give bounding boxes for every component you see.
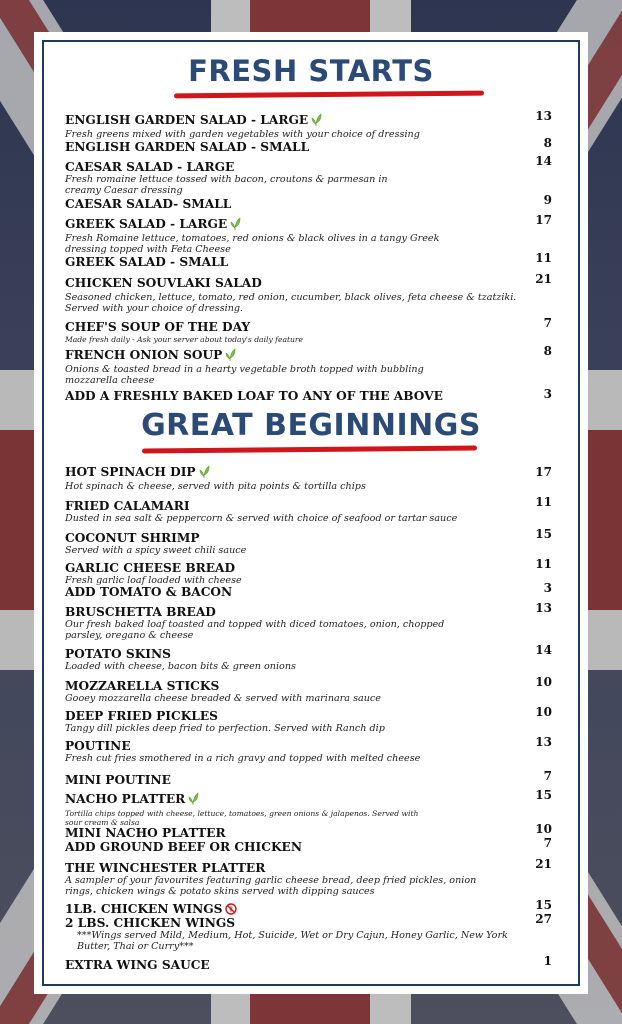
menu-item bbox=[65, 385, 550, 404]
item-description: Fresh romaine lettuce tossed with bacon, croutons & parmesan in creamy Caesar dressing bbox=[65, 174, 388, 196]
item-name: GREEK SALAD - LARGE bbox=[65, 217, 228, 231]
item-price: 15 bbox=[535, 788, 552, 802]
item-description: Onions & toasted bread in a hearty vegetable broth topped with bubbling mozzarella cheese bbox=[65, 364, 424, 386]
item-description: Fresh garlic loaf loaded with cheese bbox=[65, 575, 242, 586]
leaf-icon bbox=[225, 346, 236, 365]
item-price: 14 bbox=[535, 154, 552, 168]
item-name: GARLIC CHEESE BREAD bbox=[65, 561, 236, 575]
item-price: 7 bbox=[543, 769, 552, 783]
item-description: Loaded with cheese, bacon bits & green onions bbox=[65, 661, 296, 672]
item-price: 3 bbox=[543, 581, 552, 595]
item-price: 17 bbox=[535, 213, 552, 227]
item-price: 7 bbox=[543, 316, 552, 330]
menu-item bbox=[65, 857, 550, 898]
menu-item bbox=[65, 735, 550, 765]
menu-item bbox=[65, 601, 550, 642]
menu-item bbox=[65, 527, 550, 557]
item-name: ADD TOMATO & BACON bbox=[65, 585, 233, 599]
item-price: 13 bbox=[535, 735, 552, 749]
item-price: 1 bbox=[543, 954, 552, 968]
menu-item bbox=[65, 495, 550, 525]
item-description: Served with a spicy sweet chili sauce bbox=[65, 545, 247, 556]
item-name: POUTINE bbox=[65, 739, 131, 753]
menu-item bbox=[65, 193, 550, 212]
menu-item bbox=[65, 251, 550, 270]
item-description: Tangy dill pickles deep fried to perfection. Served with Ranch dip bbox=[65, 723, 385, 734]
item-name: ADD GROUND BEEF OR CHICKEN bbox=[65, 840, 302, 854]
item-description: Our fresh baked loaf toasted and topped with diced tomatoes, onion, chopped parsley, oregano & cheese bbox=[65, 619, 445, 641]
item-description: Fresh cut fries smothered in a rich gravy and topped with melted cheese bbox=[65, 753, 421, 764]
item-description: Dusted in sea salt & peppercorn & served with choice of seafood or tartar sauce bbox=[65, 513, 458, 524]
menu-item bbox=[65, 705, 550, 735]
section-title-great-beginnings: GREAT BEGINNINGS bbox=[141, 408, 481, 443]
menu-item bbox=[65, 581, 550, 600]
section-title-fresh-starts: FRESH STARTS bbox=[188, 54, 434, 88]
item-name: FRIED CALAMARI bbox=[65, 499, 190, 513]
menu-item bbox=[65, 344, 550, 387]
item-description: Hot spinach & cheese, served with pita points & tortilla chips bbox=[65, 481, 366, 492]
item-description: ***Wings served Mild, Medium, Hot, Suicide, Wet or Dry Cajun, Honey Garlic, New York Butter, Thai or Curry*** bbox=[77, 930, 508, 952]
menu-item bbox=[65, 136, 550, 155]
menu-item bbox=[65, 643, 550, 673]
item-price: 21 bbox=[535, 857, 552, 871]
item-price: 13 bbox=[535, 601, 552, 615]
item-description: Made fresh daily - Ask your server about today's daily feature bbox=[65, 335, 304, 344]
menu-item bbox=[65, 675, 550, 705]
leaf-icon bbox=[230, 215, 241, 234]
item-name: FRENCH ONION SOUP bbox=[65, 348, 223, 362]
item-name: NACHO PLATTER bbox=[65, 792, 186, 806]
item-description: Tortilla chips topped with cheese, lettuce, tomatoes, green onions & jalapenos. Served with sour cream & salsa bbox=[65, 809, 419, 827]
item-description: Fresh greens mixed with garden vegetables with your choice of dressing bbox=[65, 129, 420, 140]
item-price: 10 bbox=[535, 705, 552, 719]
item-name: 2 LBS. CHICKEN WINGS bbox=[65, 916, 236, 930]
item-price: 17 bbox=[535, 465, 552, 479]
item-name: CHEF'S SOUP OF THE DAY bbox=[65, 320, 251, 334]
item-description: Gooey mozzarella cheese breaded & served with marinara sauce bbox=[65, 693, 381, 704]
item-price: 27 bbox=[535, 912, 552, 926]
item-price: 8 bbox=[543, 136, 552, 150]
item-name: POTATO SKINS bbox=[65, 647, 171, 661]
item-name: CAESAR SALAD- SMALL bbox=[65, 197, 232, 211]
item-name: MINI NACHO PLATTER bbox=[65, 826, 226, 840]
item-price: 14 bbox=[535, 643, 552, 657]
item-price: 11 bbox=[535, 495, 552, 509]
item-name: DEEP FRIED PICKLES bbox=[65, 709, 218, 723]
item-price: 11 bbox=[535, 557, 552, 571]
item-name: 1LB. CHICKEN WINGS bbox=[65, 902, 223, 916]
item-name: BRUSCHETTA BREAD bbox=[65, 605, 216, 619]
item-name: GREEK SALAD - SMALL bbox=[65, 255, 229, 269]
menu-item bbox=[65, 156, 505, 197]
item-name: MINI POUTINE bbox=[65, 773, 171, 787]
item-name: CAESAR SALAD - LARGE bbox=[65, 160, 235, 174]
item-price: 8 bbox=[543, 344, 552, 358]
item-price: 7 bbox=[543, 836, 552, 850]
item-name: EXTRA WING SAUCE bbox=[65, 958, 210, 972]
menu-item bbox=[65, 769, 550, 788]
item-price: 13 bbox=[535, 109, 552, 123]
menu-card bbox=[34, 32, 588, 994]
item-price: 15 bbox=[535, 527, 552, 541]
leaf-icon bbox=[311, 111, 322, 130]
menu-item bbox=[65, 461, 550, 493]
item-name: ENGLISH GARDEN SALAD - SMALL bbox=[65, 140, 310, 154]
menu-item bbox=[65, 954, 550, 973]
item-price: 15 bbox=[535, 898, 552, 912]
item-price: 11 bbox=[535, 251, 552, 265]
item-price: 10 bbox=[535, 675, 552, 689]
menu-item bbox=[65, 912, 550, 953]
menu-item bbox=[65, 316, 550, 344]
item-name: THE WINCHESTER PLATTER bbox=[65, 861, 266, 875]
item-name: COCONUT SHRIMP bbox=[65, 531, 200, 545]
menu-item bbox=[65, 836, 550, 855]
item-name: ENGLISH GARDEN SALAD - LARGE bbox=[65, 113, 309, 127]
item-description: A sampler of your favourites featuring garlic cheese bread, deep fried pickles, onion rings, chicken wings & potato skins served with dipping sauces bbox=[65, 875, 477, 897]
item-price: 10 bbox=[535, 822, 552, 836]
item-price: 21 bbox=[535, 272, 552, 286]
item-description: Fresh Romaine lettuce, tomatoes, red onions & black olives in a tangy Greek dressing topped with Feta Cheese bbox=[65, 233, 440, 255]
menu-item bbox=[65, 213, 550, 256]
item-name: ADD A FRESHLY BAKED LOAF TO ANY OF THE ABOVE bbox=[65, 389, 443, 403]
menu-item bbox=[65, 272, 550, 315]
leaf-icon bbox=[199, 463, 210, 482]
item-price: 3 bbox=[543, 387, 552, 401]
item-name: HOT SPINACH DIP bbox=[65, 465, 196, 479]
item-name: CHICKEN SOUVLAKI SALAD bbox=[65, 276, 262, 290]
leaf-icon bbox=[188, 790, 199, 809]
item-name: MOZZARELLA STICKS bbox=[65, 679, 220, 693]
item-description: Seasoned chicken, lettuce, tomato, red onion, cucumber, black olives, feta cheese & tzatziki. Served with your choice of dressing. bbox=[65, 292, 517, 314]
item-price: 9 bbox=[543, 193, 552, 207]
